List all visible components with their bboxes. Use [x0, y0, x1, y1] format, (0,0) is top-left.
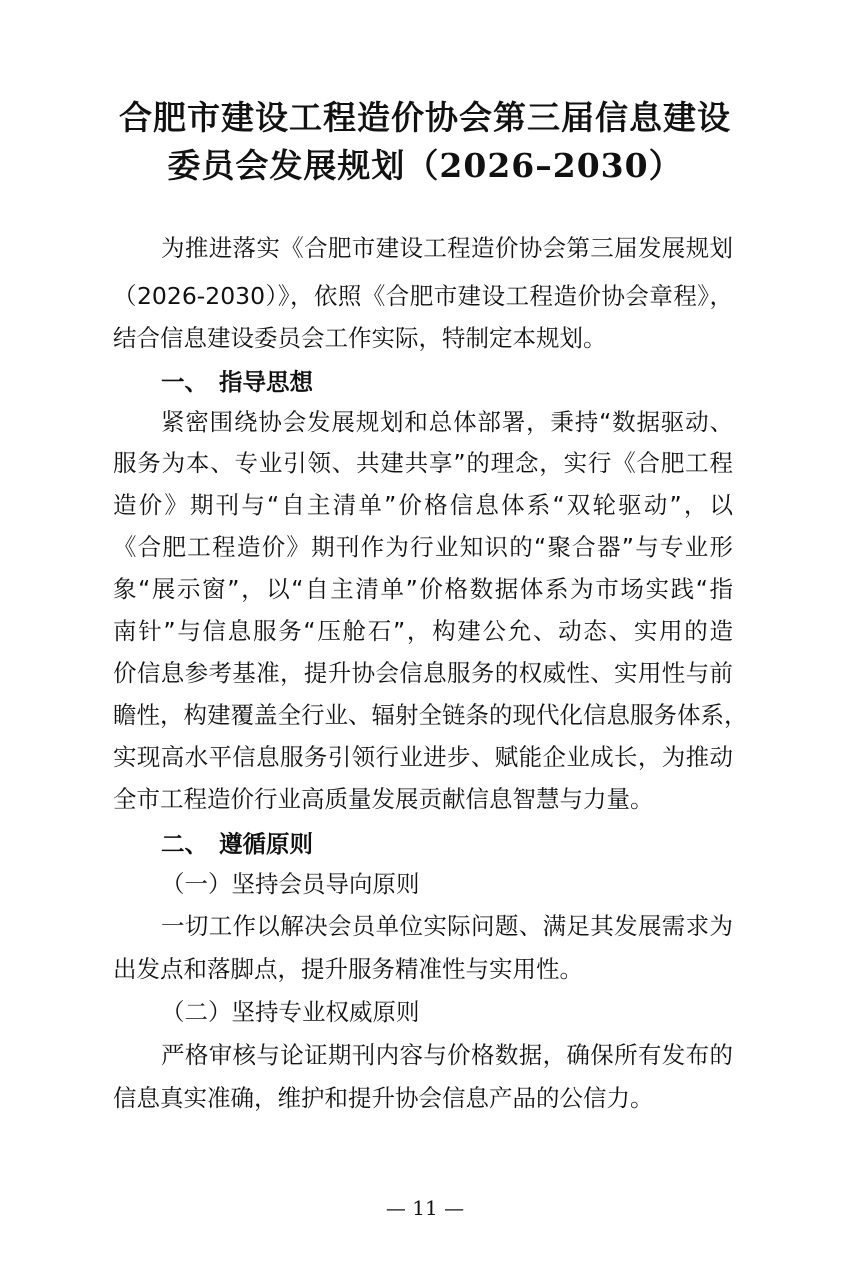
principle-1-line-2: 出发点和落脚点，提升服务精准性与实用性。 [113, 955, 583, 983]
section-1-line-5: 象“展示窗”，以“自主清单”价格数据体系为市场实践“指 [113, 575, 733, 603]
principle-2-line-1: 严格审核与论证期刊内容与价格数据，确保所有发布的 [161, 1041, 733, 1069]
section-1-line-1: 紧密围绕协会发展规划和总体部署，秉持“数据驱动、 [161, 408, 733, 436]
document-title-line-1: 合肥市建设工程造价协会第三届信息建设 [119, 98, 731, 137]
principle-2-line-2: 信息真实准确，维护和提升协会信息产品的公信力。 [113, 1084, 654, 1112]
section-1-title: 指导思想 [219, 368, 313, 396]
section-1-line-4: 《合肥工程造价》期刊作为行业知识的“聚合器”与专业形 [113, 533, 733, 561]
intro-line-2: （2026-2030）》，依照《合肥市建设工程造价协会章程》， [113, 282, 733, 310]
section-2-title: 遵循原则 [219, 830, 313, 858]
section-1-heading [161, 366, 313, 398]
page-number: — 11 — [385, 1196, 465, 1220]
intro-line-1: 为推进落实《合肥市建设工程造价协会第三届发展规划 [161, 234, 733, 262]
principle-1-heading: （一）坚持会员导向原则 [161, 870, 420, 898]
intro-line-3: 结合信息建设委员会工作实际，特制定本规划。 [113, 324, 607, 352]
document-title-line-2: 委员会发展规划（2026–2030） [167, 146, 683, 185]
section-1-line-6: 南针”与信息服务“压舱石”，构建公允、动态、实用的造 [113, 617, 733, 645]
principle-1-line-1: 一切工作以解决会员单位实际问题、满足其发展需求为 [161, 912, 733, 940]
section-1-line-7: 价信息参考基准，提升协会信息服务的权威性、实用性与前 [113, 659, 733, 687]
section-1-line-2: 服务为本、专业引领、共建共享”的理念，实行《合肥工程 [113, 449, 733, 477]
section-1-line-9: 实现高水平信息服务引领行业进步、赋能企业成长，为推动 [113, 743, 733, 771]
principle-2-heading: （二）坚持专业权威原则 [161, 998, 420, 1026]
section-1-number: 一、 [161, 368, 208, 396]
section-1-line-10: 全市工程造价行业高质量发展贡献信息智慧与力量。 [113, 785, 654, 813]
section-2-number: 二、 [161, 830, 208, 858]
section-2-heading [161, 828, 313, 860]
section-1-line-8: 瞻性，构建覆盖全行业、辐射全链条的现代化信息服务体系， [113, 701, 748, 729]
section-1-line-3: 造价》期刊与“自主清单”价格信息体系“双轮驱动”，以 [113, 491, 733, 519]
